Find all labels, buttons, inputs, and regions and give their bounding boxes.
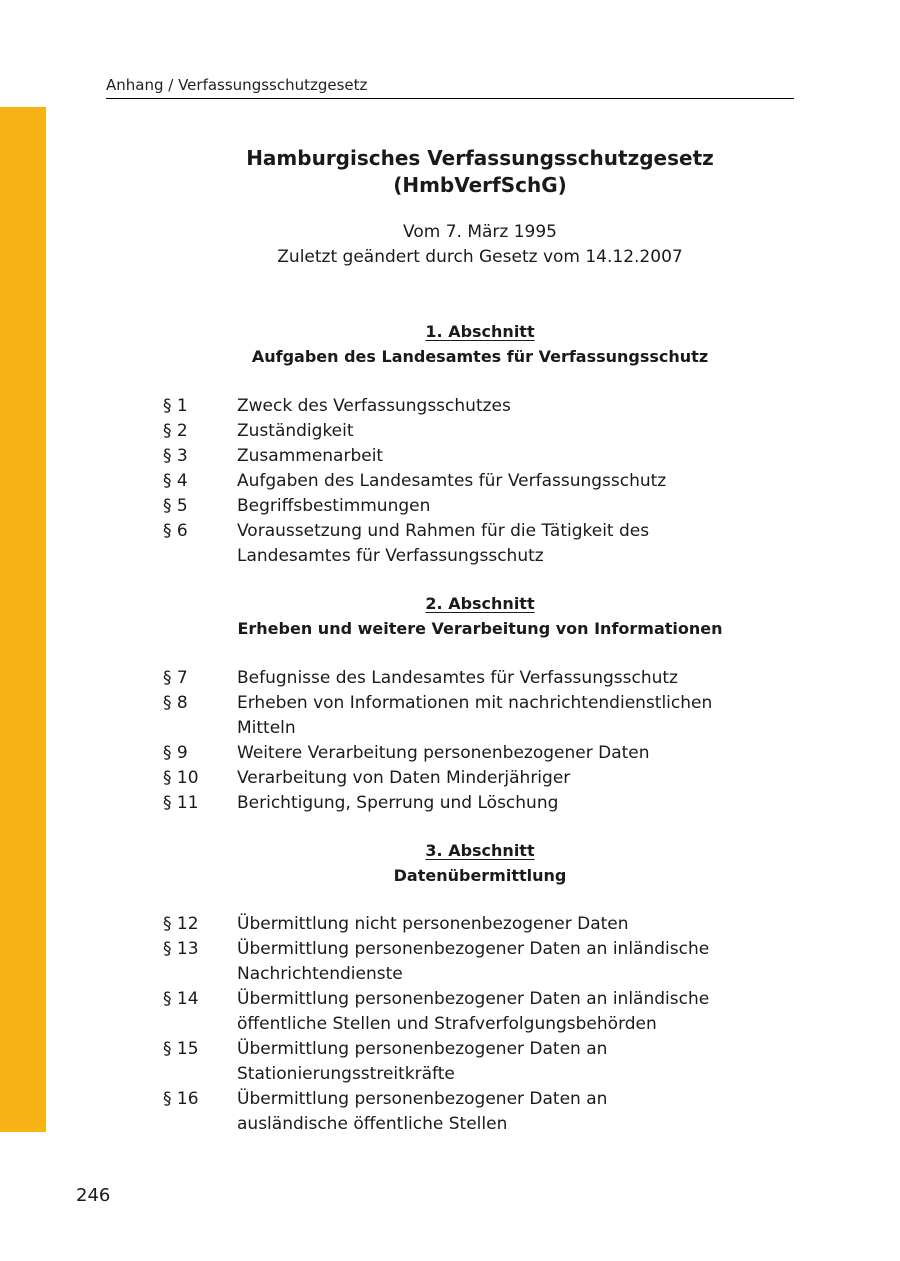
section-number: 2. Abschnitt	[425, 594, 535, 613]
section-number: 1. Abschnitt	[425, 322, 535, 341]
document-dates	[180, 220, 780, 270]
paragraph-title: Übermittlung personenbezogener Daten an Stationierungsstreitkräfte	[237, 1039, 608, 1084]
yellow-margin-bar	[0, 107, 46, 1132]
section-heading-2	[180, 591, 780, 641]
toc-item	[163, 469, 763, 494]
paragraph-number: § 13	[163, 939, 199, 959]
toc-list-section-3	[163, 912, 763, 1137]
section-title: Aufgaben des Landesamtes für Verfassungsschutz	[251, 347, 709, 366]
paragraph-number: § 6	[163, 521, 188, 541]
paragraph-number: § 16	[163, 1089, 199, 1109]
paragraph-title: Berichtigung, Sperrung und Löschung	[237, 793, 559, 813]
toc-item	[163, 741, 763, 766]
amendment-date: Zuletzt geändert durch Gesetz vom 14.12.2007	[277, 247, 683, 267]
toc-item	[163, 1087, 763, 1137]
title-line-2: (HmbVerfSchG)	[393, 173, 567, 197]
paragraph-title: Zusammenarbeit	[237, 446, 384, 466]
enactment-date: Vom 7. März 1995	[403, 222, 557, 242]
paragraph-title: Verarbeitung von Daten Minderjähriger	[237, 768, 571, 788]
section-heading-3	[180, 838, 780, 888]
toc-item	[163, 912, 763, 937]
toc-item	[163, 444, 763, 469]
paragraph-number: § 4	[163, 471, 188, 491]
paragraph-title: Weitere Verarbeitung personenbezogener Daten	[237, 743, 650, 763]
paragraph-number: § 8	[163, 693, 188, 713]
paragraph-title: Übermittlung nicht personenbezogener Daten	[237, 914, 629, 934]
toc-item	[163, 791, 763, 816]
paragraph-title: Voraussetzung und Rahmen für die Tätigkeit des Landesamtes für Verfassungsschutz	[237, 521, 650, 566]
toc-item	[163, 419, 763, 444]
section-heading-1	[180, 319, 780, 369]
paragraph-number: § 2	[163, 421, 188, 441]
paragraph-title: Begriffsbestimmungen	[237, 496, 431, 516]
paragraph-title: Zweck des Verfassungsschutzes	[237, 396, 511, 416]
paragraph-title: Befugnisse des Landesamtes für Verfassungsschutz	[237, 668, 678, 688]
section-number: 3. Abschnitt	[425, 841, 535, 860]
paragraph-title: Aufgaben des Landesamtes für Verfassungsschutz	[237, 471, 667, 491]
section-title: Erheben und weitere Verarbeitung von Informationen	[237, 619, 723, 638]
section-title: Datenübermittlung	[393, 866, 567, 885]
paragraph-number: § 10	[163, 768, 199, 788]
toc-item	[163, 987, 763, 1037]
toc-item	[163, 766, 763, 791]
toc-item	[163, 937, 763, 987]
paragraph-number: § 9	[163, 743, 188, 763]
paragraph-number: § 5	[163, 496, 188, 516]
running-header: Anhang / Verfassungsschutzgesetz	[106, 76, 368, 94]
toc-list-section-2	[163, 666, 763, 816]
paragraph-title: Übermittlung personenbezogener Daten an inländische öffentliche Stellen und Strafverfolgungsbehörden	[237, 989, 710, 1034]
toc-item	[163, 666, 763, 691]
title-line-1: Hamburgisches Verfassungsschutzgesetz	[246, 146, 714, 170]
paragraph-number: § 11	[163, 793, 199, 813]
header-rule	[106, 98, 794, 99]
toc-item	[163, 494, 763, 519]
toc-list-section-1	[163, 394, 763, 569]
paragraph-title: Zuständigkeit	[237, 421, 354, 441]
toc-item	[163, 1037, 763, 1087]
document-title	[180, 145, 780, 199]
paragraph-number: § 3	[163, 446, 188, 466]
paragraph-title: Übermittlung personenbezogener Daten an inländische Nachrichtendienste	[237, 939, 710, 984]
paragraph-number: § 14	[163, 989, 199, 1009]
paragraph-title: Übermittlung personenbezogener Daten an ausländische öffentliche Stellen	[237, 1089, 608, 1134]
page-number: 246	[76, 1185, 111, 1206]
paragraph-number: § 1	[163, 396, 188, 416]
paragraph-number: § 12	[163, 914, 199, 934]
paragraph-title: Erheben von Informationen mit nachrichtendienstlichen Mitteln	[237, 693, 713, 738]
toc-item	[163, 691, 763, 741]
toc-item	[163, 519, 763, 569]
toc-item	[163, 394, 763, 419]
paragraph-number: § 15	[163, 1039, 199, 1059]
paragraph-number: § 7	[163, 668, 188, 688]
